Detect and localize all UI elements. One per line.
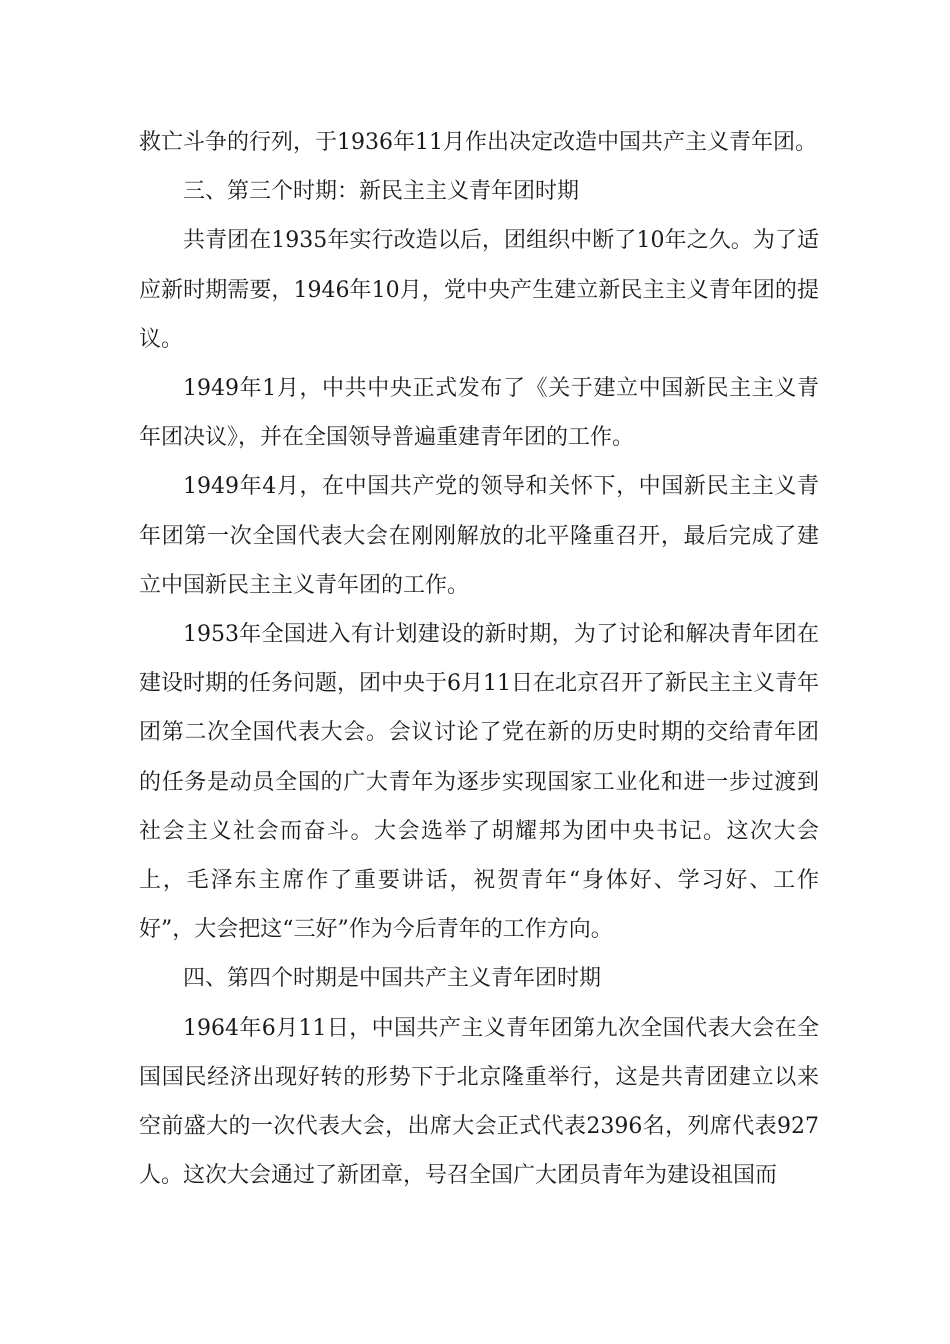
paragraph-5: 1953年全国进入有计划建设的新时期，为了讨论和解决青年团在建设时期的任务问题，团中央于6月11日在北京召开了新民主主义青年团第二次全国代表大会。会议讨论了党在新的历史时期的交给青年团的任务是动员全国的广大青年为逐步实现国家工业化和进一步过渡到社会主义社会而奋斗。大会选举了胡耀邦为团中央书记。这次大会上，毛泽东主席作了重要讲话，祝贺青年“身体好、学习好、工作好”，大会把这“三好”作为今后青年的工作方向。 [139, 622, 819, 943]
document-body [139, 118, 819, 1200]
section-heading-3: 三、第三个时期：新民主主义青年团时期 [183, 179, 580, 205]
paragraph-6: 1964年6月11日，中国共产主义青年团第九次全国代表大会在全国国民经济出现好转的形势下于北京隆重举行，这是共青团建立以来空前盛大的一次代表大会，出席大会正式代表2396名，列席代表927人。这次大会通过了新团章，号召全国广大团员青年为建设祖国而 [139, 1015, 819, 1189]
paragraph-2: 共青团在1935年实行改造以后，团组织中断了10年之久。为了适应新时期需要，1946年10月，党中央产生建立新民主主义青年团的提议。 [139, 228, 819, 352]
paragraph-1: 救亡斗争的行列，于1936年11月作出决定改造中国共产主义青年团。 [139, 130, 817, 155]
paragraph-3: 1949年1月，中共中央正式发布了《关于建立中国新民主主义青年团决议》，并在全国领导普遍重建青年团的工作。 [139, 376, 819, 451]
section-heading-4: 四、第四个时期是中国共产主义青年团时期 [183, 966, 602, 992]
paragraph-4: 1949年4月，在中国共产党的领导和关怀下，中国新民主主义青年团第一次全国代表大会在刚刚解放的北平隆重召开，最后完成了建立中国新民主主义青年团的工作。 [139, 474, 819, 598]
